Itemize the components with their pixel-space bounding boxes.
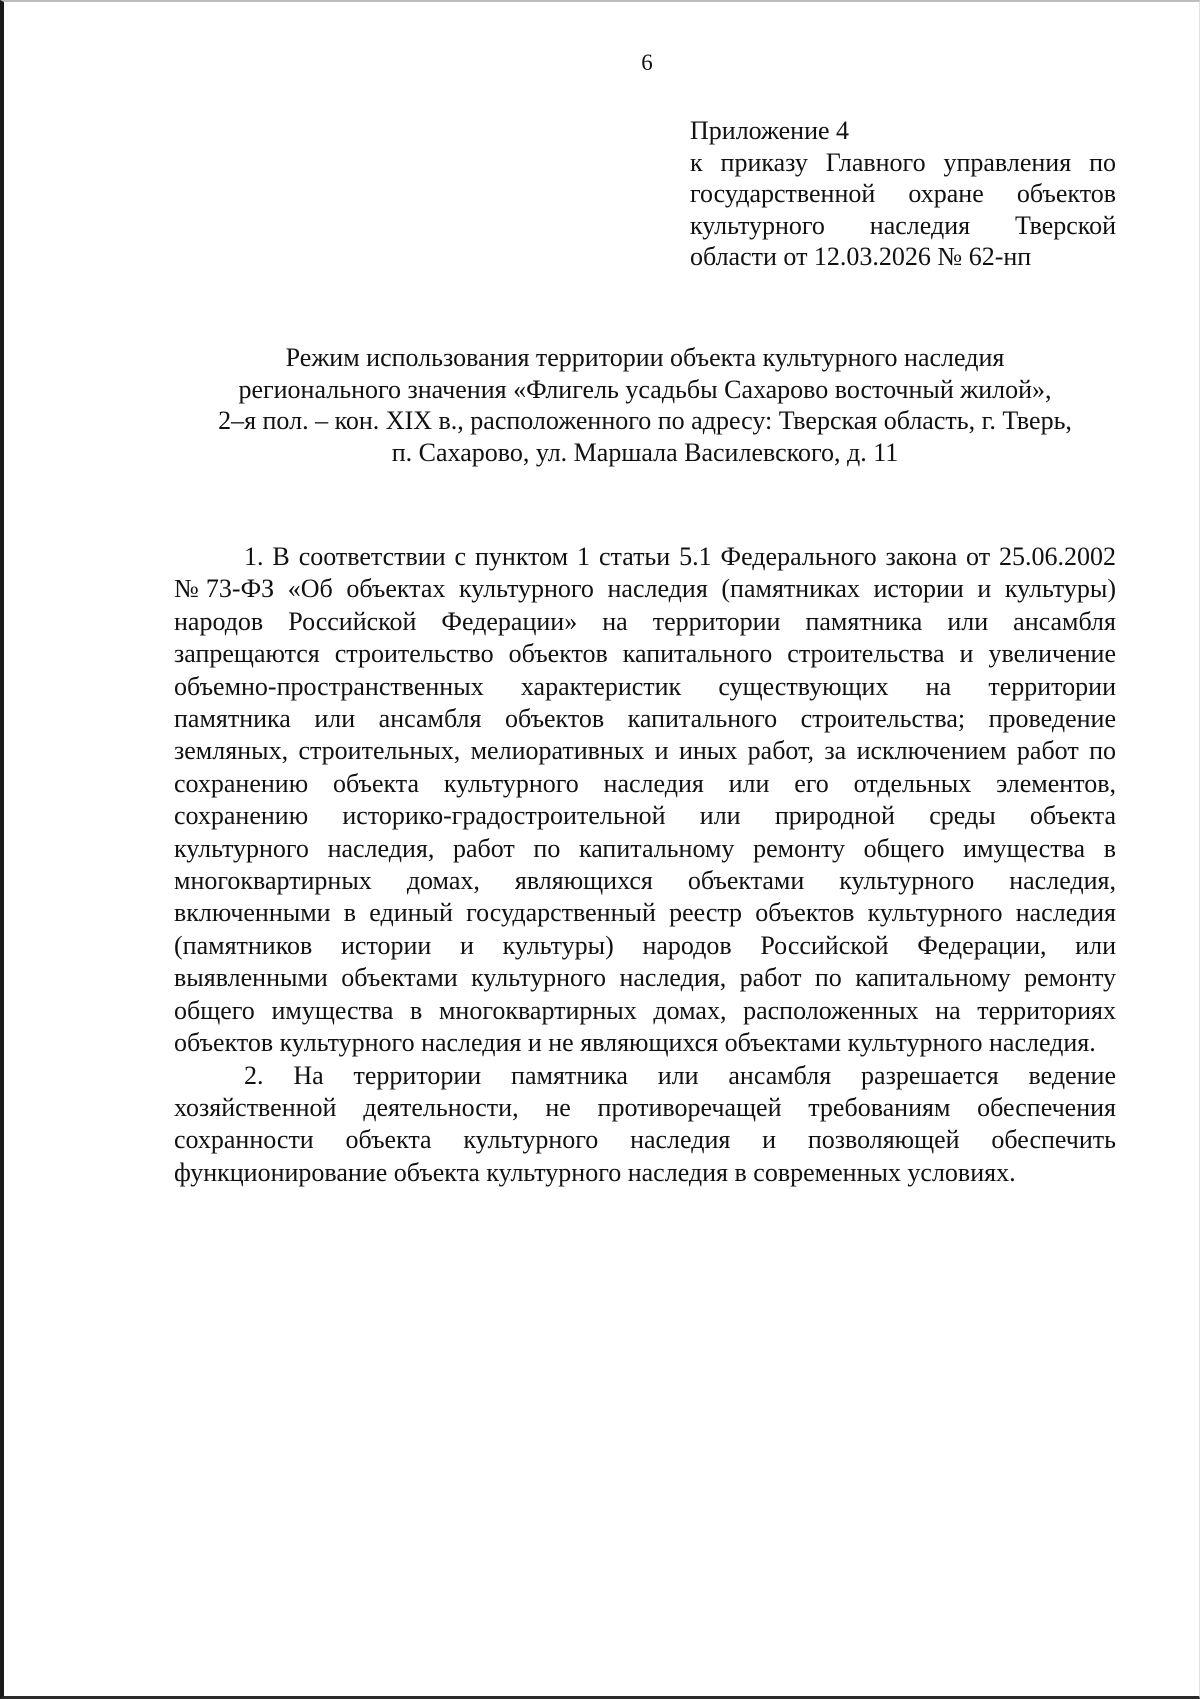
title-line-4: п. Сахарово, ул. Маршала Василевского, д. 11: [391, 437, 899, 467]
document-body: [174, 541, 1116, 1189]
appendix-heading: Приложение 4: [690, 116, 850, 145]
appendix-text: к приказу Главного управления по государственной охране объектов культурного наследия Тверской области от 12.03.2026 № 62-нп: [690, 147, 1116, 271]
document-title: [174, 342, 1116, 468]
appendix-block: [690, 115, 1116, 273]
title-line-3: 2–я пол. – кон. XIX в., расположенного по адресу: Тверская область, г. Тверь,: [218, 406, 1072, 435]
paragraph-2: 2. На территории памятника или ансамбля разрешается ведение хозяйственной деятельности, не противоречащей требованиям обеспечения сохранности объекта культурного наследия и позволяющей обеспечить функционирование объекта культурного наследия в современных условиях.: [174, 1060, 1116, 1187]
title-line-1: Режим использования территории объекта культурного наследия: [285, 343, 1005, 372]
page-number: 6: [641, 50, 653, 75]
title-line-2: регионального значения «Флигель усадьбы Сахарово восточный жилой»,: [238, 374, 1052, 404]
paragraph-1: 1. В соответствии с пунктом 1 статьи 5.1 Федерального закона от 25.06.2002 №73-ФЗ «Об объектах культурного наследия (памятниках истории и культуры) народов Российской Федерации» на территории памятника или ансамбля запрещаются строительство объектов капитального строительства и увеличение объемно-пространственных характеристик существующих на территории памятника или ансамбля объектов капитального строительства; проведение земляных, строительных, мелиоративных и иных работ, за исключением работ по сохранению объекта культурного наследия или его отдельных элементов, сохранению историко-градостроительной или природной среды объекта культурного наследия, работ по капитальному ремонту общего имущества в многоквартирных домах, являющихся объектами культурного наследия, включенными в единый государственный реестр объектов культурного наследия (памятников истории и культуры) народов Российской Федерации, или выявленными объектами культурного наследия, работ по капитальному ремонту общего имущества в многоквартирных домах, расположенных на территориях объектов культурного наследия и не являющихся объектами культурного наследия.: [174, 542, 1116, 1058]
